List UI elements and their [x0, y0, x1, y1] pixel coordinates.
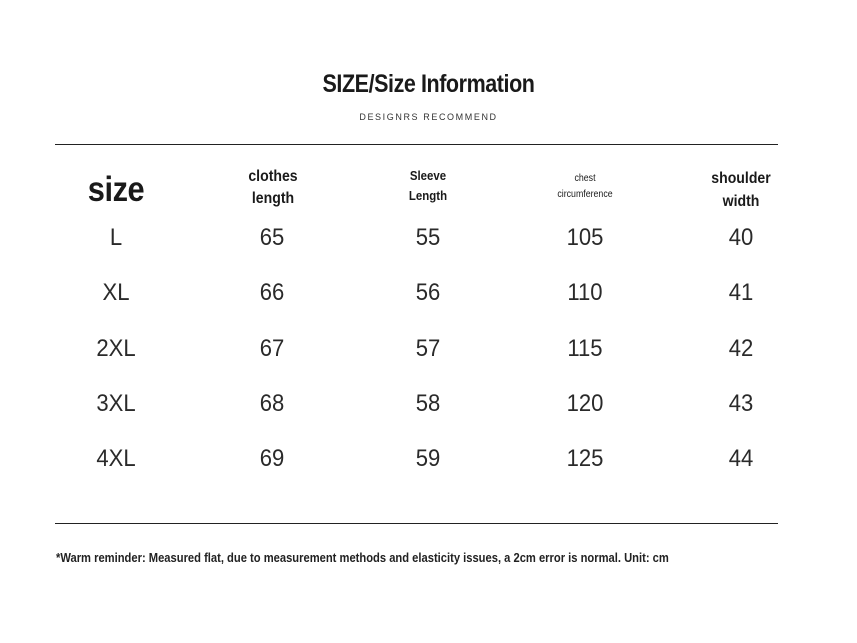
table-cell-shoulder: 41 — [728, 279, 754, 306]
table-cell-clothes-length: 67 — [259, 335, 285, 362]
table-cell-shoulder: 43 — [728, 390, 754, 417]
table-cell-sleeve-length: 59 — [415, 445, 441, 472]
column-header-line: Sleeve — [409, 168, 447, 183]
footer-note: *Warm reminder: Measured flat, due to measurement methods and elasticity issues, a 2cm error is normal. Unit: cm — [56, 550, 669, 565]
table-cell-size: L — [109, 224, 123, 251]
column-header-line: Length — [408, 188, 448, 203]
column-header-line: chest — [574, 173, 596, 184]
table-cell-shoulder: 42 — [728, 335, 754, 362]
table-cell-chest: 125 — [566, 445, 604, 472]
table-cell-clothes-length: 65 — [259, 224, 285, 251]
bottom-divider — [55, 523, 778, 524]
table-cell-sleeve-length: 58 — [415, 390, 441, 417]
table-cell-chest: 120 — [566, 390, 604, 417]
table-cell-clothes-length: 66 — [259, 279, 285, 306]
table-cell-chest: 115 — [567, 335, 603, 362]
table-cell-sleeve-length: 56 — [415, 279, 441, 306]
column-header-size-label: size — [87, 170, 145, 209]
column-header-line: length — [251, 190, 295, 207]
column-header-line: width — [722, 193, 760, 210]
column-header-chest-circumference — [528, 171, 642, 203]
page-subtitle: DESIGNRS RECOMMEND — [359, 112, 498, 122]
column-header-shoulder-width — [684, 167, 798, 213]
table-cell-size: XL — [102, 279, 130, 306]
table-cell-clothes-length: 68 — [259, 390, 285, 417]
column-header-line: shoulder — [711, 170, 771, 187]
table-cell-sleeve-length: 55 — [415, 224, 441, 251]
table-cell-shoulder: 44 — [728, 445, 754, 472]
page-title: SIZE/Size Information — [322, 70, 535, 98]
column-header-clothes-length — [216, 166, 330, 210]
column-header-line: clothes — [248, 168, 298, 185]
column-header-sleeve-length — [371, 166, 485, 206]
table-cell-shoulder: 40 — [728, 224, 754, 251]
table-cell-size: 2XL — [96, 335, 136, 362]
table-cell-chest: 105 — [566, 224, 604, 251]
table-cell-chest: 110 — [567, 279, 603, 306]
table-cell-size: 3XL — [96, 390, 136, 417]
top-divider — [55, 144, 778, 145]
column-header-line: circumference — [557, 189, 613, 200]
column-header-size — [59, 170, 173, 210]
table-cell-sleeve-length: 57 — [415, 335, 441, 362]
table-cell-size: 4XL — [96, 445, 136, 472]
table-cell-clothes-length: 69 — [259, 445, 285, 472]
